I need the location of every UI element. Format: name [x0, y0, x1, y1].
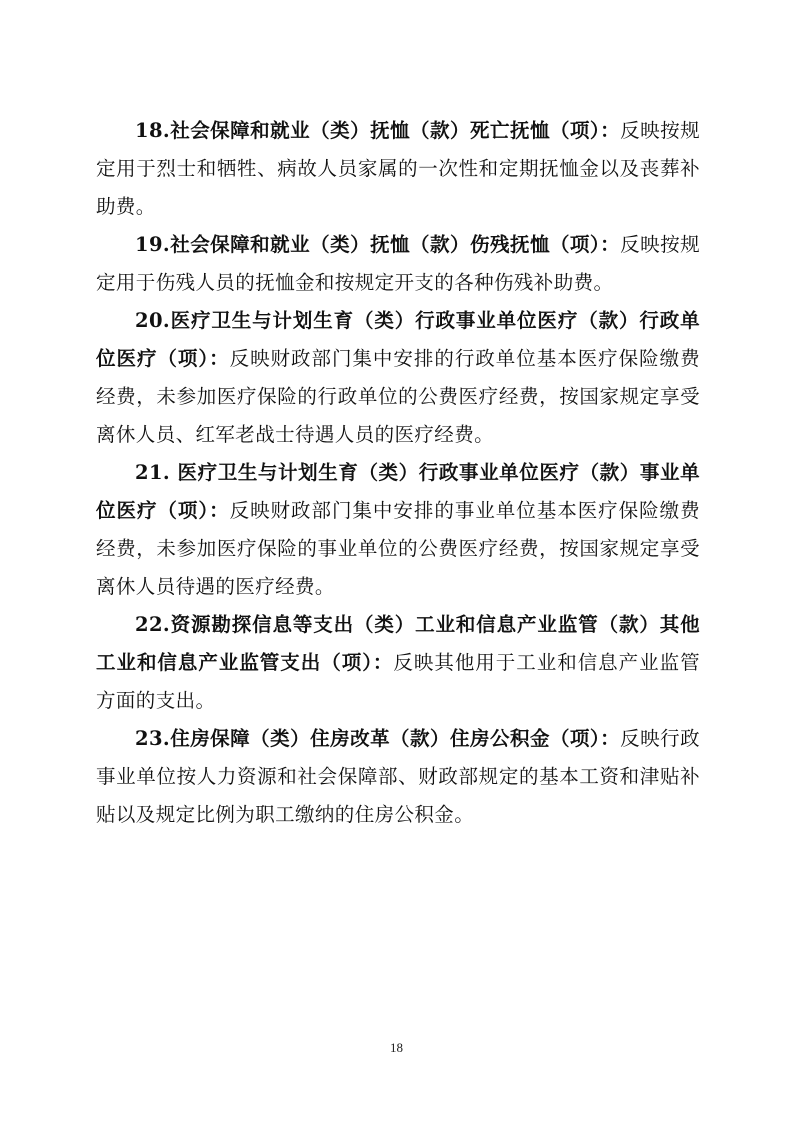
paragraph-heading: 23.住房保障（类）住房改革（款）住房公积金（项）： [135, 727, 621, 750]
paragraph-text: 反映按规定用于伤残人员的抚恤金和按规定开支的各种伤残补助费。 [96, 233, 700, 294]
paragraph-19 [96, 226, 700, 302]
paragraph-text: 反映按规定用于烈士和牺牲、病故人员家属的一次性和定期抚恤金以及丧葬补助费。 [96, 119, 700, 218]
document-body [96, 112, 700, 834]
paragraph-text: 反映行政事业单位按人力资源和社会保障部、财政部规定的基本工资和津贴补贴以及规定比例为职工缴纳的住房公积金。 [96, 727, 700, 826]
paragraph-heading: 20.医疗卫生与计划生育（类）行政事业单位医疗（款）行政单位医疗（项）： [96, 309, 700, 370]
paragraph-heading: 18.社会保障和就业（类）抚恤（款）死亡抚恤（项）： [135, 119, 621, 142]
paragraph-21 [96, 454, 700, 606]
paragraph-text: 反映财政部门集中安排的行政单位基本医疗保险缴费经费，未参加医疗保险的行政单位的公费医疗经费，按国家规定享受离休人员、红军老战士待遇人员的医疗经费。 [96, 347, 700, 446]
page-number: 18 [390, 1040, 403, 1055]
paragraph-heading: 19.社会保障和就业（类）抚恤（款）伤残抚恤（项）： [135, 233, 621, 256]
paragraph-text: 反映财政部门集中安排的事业单位基本医疗保险缴费经费，未参加医疗保险的事业单位的公费医疗经费，按国家规定享受离休人员待遇的医疗经费。 [96, 499, 700, 598]
paragraph-23 [96, 720, 700, 834]
paragraph-heading: 22.资源勘探信息等支出（类）工业和信息产业监管（款）其他工业和信息产业监管支出（项）： [96, 613, 700, 674]
paragraph-22 [96, 606, 700, 720]
paragraph-20 [96, 302, 700, 454]
paragraph-heading: 21. 医疗卫生与计划生育（类）行政事业单位医疗（款）事业单位医疗（项）： [96, 461, 700, 522]
paragraph-text: 反映其他用于工业和信息产业监管方面的支出。 [96, 651, 700, 712]
paragraph-18 [96, 112, 700, 226]
